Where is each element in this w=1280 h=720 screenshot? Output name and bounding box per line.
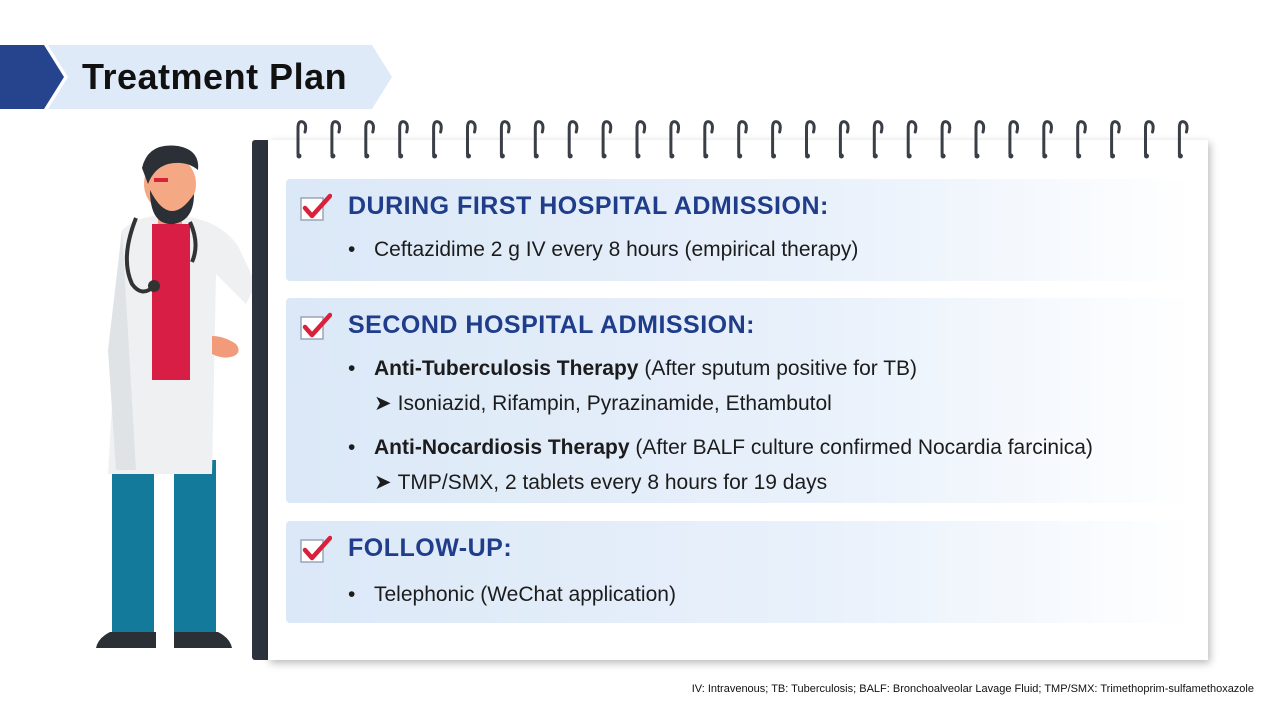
- spiral-ring: [298, 122, 306, 154]
- spiral-ring: [1078, 122, 1086, 154]
- ring-hole: [500, 154, 505, 159]
- arrow-right-icon: ➤: [374, 471, 392, 494]
- ring-hole: [636, 154, 641, 159]
- ring-hole: [297, 154, 302, 159]
- check-icon: [300, 193, 332, 223]
- ring-hole: [1008, 154, 1013, 159]
- spiral-ring: [468, 122, 476, 154]
- arrow-right-icon: ➤: [374, 392, 392, 415]
- section-follow-up: [286, 521, 1196, 623]
- spiral-ring: [366, 122, 374, 154]
- spiral-ring: [569, 122, 577, 154]
- ring-hole: [703, 154, 708, 159]
- ring-hole: [805, 154, 810, 159]
- ring-hole: [1110, 154, 1115, 159]
- spiral-ring: [942, 122, 950, 154]
- section-title: DURING FIRST HOSPITAL ADMISSION:: [348, 192, 829, 220]
- ring-hole: [873, 154, 878, 159]
- ring-hole: [907, 154, 912, 159]
- spiral-ring: [603, 122, 611, 154]
- spiral-ring: [1010, 122, 1018, 154]
- section-title: SECOND HOSPITAL ADMISSION:: [348, 311, 756, 339]
- spiral-ring: [332, 122, 340, 154]
- spiral-ring: [501, 122, 509, 154]
- bullet-item: • Anti-Nocardiosis Therapy (After BALF culture confirmed Nocardia farcinica): [348, 436, 1093, 459]
- ring-hole: [568, 154, 573, 159]
- ring-hole: [839, 154, 844, 159]
- section-first-admission: [286, 179, 1196, 281]
- ring-hole: [1076, 154, 1081, 159]
- check-icon: [300, 312, 332, 342]
- bullet-item: • Telephonic (WeChat application): [348, 583, 676, 606]
- bullet-item: • Anti-Tuberculosis Therapy (After sputum positive for TB): [348, 357, 918, 380]
- spiral-ring: [807, 122, 815, 154]
- check-icon: [300, 535, 332, 565]
- spiral-ring: [671, 122, 679, 154]
- ring-hole: [975, 154, 980, 159]
- section-title: FOLLOW-UP:: [348, 534, 513, 562]
- spiral-ring: [1146, 122, 1154, 154]
- spiral-ring: [637, 122, 645, 154]
- ring-hole: [1178, 154, 1183, 159]
- ring-hole: [1144, 154, 1149, 159]
- footnote-abbreviations: IV: Intravenous; TB: Tuberculosis; BALF: Bronchoalveolar Lavage Fluid; TMP/SMX: Trimethoprim-sulfamethoxazole: [691, 683, 1254, 695]
- ring-hole: [1042, 154, 1047, 159]
- spiral-ring: [400, 122, 408, 154]
- ring-hole: [669, 154, 674, 159]
- spiral-rings: [290, 118, 1200, 162]
- spiral-ring: [773, 122, 781, 154]
- ring-hole: [771, 154, 776, 159]
- ring-hole: [432, 154, 437, 159]
- ring-hole: [364, 154, 369, 159]
- spiral-ring: [535, 122, 543, 154]
- ring-hole: [534, 154, 539, 159]
- ring-hole: [602, 154, 607, 159]
- page-title: Treatment Plan: [82, 56, 348, 97]
- spiral-ring: [739, 122, 747, 154]
- sub-item: ➤ Isoniazid, Rifampin, Pyrazinamide, Ethambutol: [374, 392, 832, 415]
- spiral-ring: [705, 122, 713, 154]
- ring-hole: [398, 154, 403, 159]
- spiral-ring: [1179, 122, 1187, 154]
- ring-hole: [737, 154, 742, 159]
- spiral-ring: [840, 122, 848, 154]
- spiral-ring: [1044, 122, 1052, 154]
- ring-hole: [330, 154, 335, 159]
- sub-item: ➤ TMP/SMX, 2 tablets every 8 hours for 19 days: [374, 471, 828, 494]
- spiral-ring: [908, 122, 916, 154]
- spiral-ring: [976, 122, 984, 154]
- section-second-admission: [286, 298, 1196, 503]
- spiral-ring: [874, 122, 882, 154]
- spiral-ring: [434, 122, 442, 154]
- bullet-item: • Ceftazidime 2 g IV every 8 hours (empirical therapy): [348, 238, 859, 261]
- ring-hole: [941, 154, 946, 159]
- doctor-illustration: [96, 140, 256, 665]
- spiral-ring: [1112, 122, 1120, 154]
- ring-hole: [466, 154, 471, 159]
- title-banner: [0, 45, 392, 109]
